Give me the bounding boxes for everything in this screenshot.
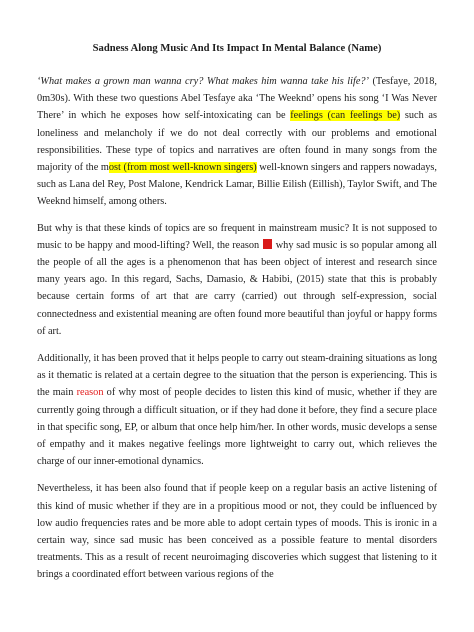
paragraph-4 <box>37 480 437 583</box>
song-quote: ‘What makes a grown man wanna cry? What makes him wanna take his life?’ <box>37 76 369 87</box>
paragraph-1 <box>37 73 437 211</box>
red-correction-mark <box>263 239 272 249</box>
paragraph-2-text-1: But why is that these kinds of topics are so frequent in mainstream music? It is not supposed to music to be happy and mood-lifting? Well, the reason <box>37 222 437 251</box>
paragraph-1-text-2: such as loneliness and melancholy if we do not deal correctly with our problems and emotional responsibilities. These type of topics and narratives are often found in many songs from the majority of the m <box>37 110 437 174</box>
paragraph-3-text-1: Additionally, it has been proved that it helps people to carry out steam-draining situations as long as it thematic is related at a certain degree to the situation that the person is experiencing. This is the main <box>37 353 437 399</box>
paragraph-1-text-1: (Tesfaye, 2018, 0m30s). With these two questions Abel Tesfaye aka ‘The Weeknd’ opens his song ‘I Was Never There’ in which he exposes how self-intoxicating can be <box>37 76 437 122</box>
highlight-most-well-known: ost (from most well-known singers) <box>108 162 257 174</box>
red-word-reason: reason <box>76 387 104 399</box>
paragraph-2 <box>37 220 437 340</box>
paragraph-4-text-1: Nevertheless, it has been also found that if people keep on a regular basis an active listening of this kind of music whether if they are in a propitious mood or not, they could be influenced by low audio frequencies rates and be more able to adopt certain types of moods. This is ironic in a certain way, since sad music has been conceived as a possible feature to mental disorders treatments. This as a result of recent neuroimaging discoveries which suggest that listening to it brings a coordinated effort between various regions of the <box>37 483 437 581</box>
paragraph-2-text-2: why sad music is so popular among all the people of all the ages is a phenomenon that has been object of interest and research since many years ago. In this regard, Sachs, Damasio, & Habibi, (2015) state that this is probably because certain forms of art that are carry (carried) out through self-expression, social connectedness and existential meaning are often found more beautiful than joyful or happy forms of art. <box>37 239 438 337</box>
document-title: Sadness Along Music And Its Impact In Mental Balance (Name) <box>92 43 382 54</box>
paragraph-3 <box>37 350 437 470</box>
paragraph-1-text-3: well-known singers and rappers nowadays, such as Lana del Rey, Post Malone, Kendrick Lamar, Billie Eilish (Eillish), Taylor Swift, and The Weeknd himself, among others. <box>37 162 437 208</box>
paragraph-3-text-2: of why most of people decides to listen this kind of music, whether if they are currently going through a difficult situation, or if they had done it before, they find a secure place in that specific song, EP, or album that once help him/her. In other words, music develops a sense of empathy and it makes negative feelings more lightweight to carry out, which relieves the charge of our inner-emotional dynamics. <box>37 387 437 468</box>
highlight-feelings: feelings (can feelings be) <box>290 110 401 122</box>
